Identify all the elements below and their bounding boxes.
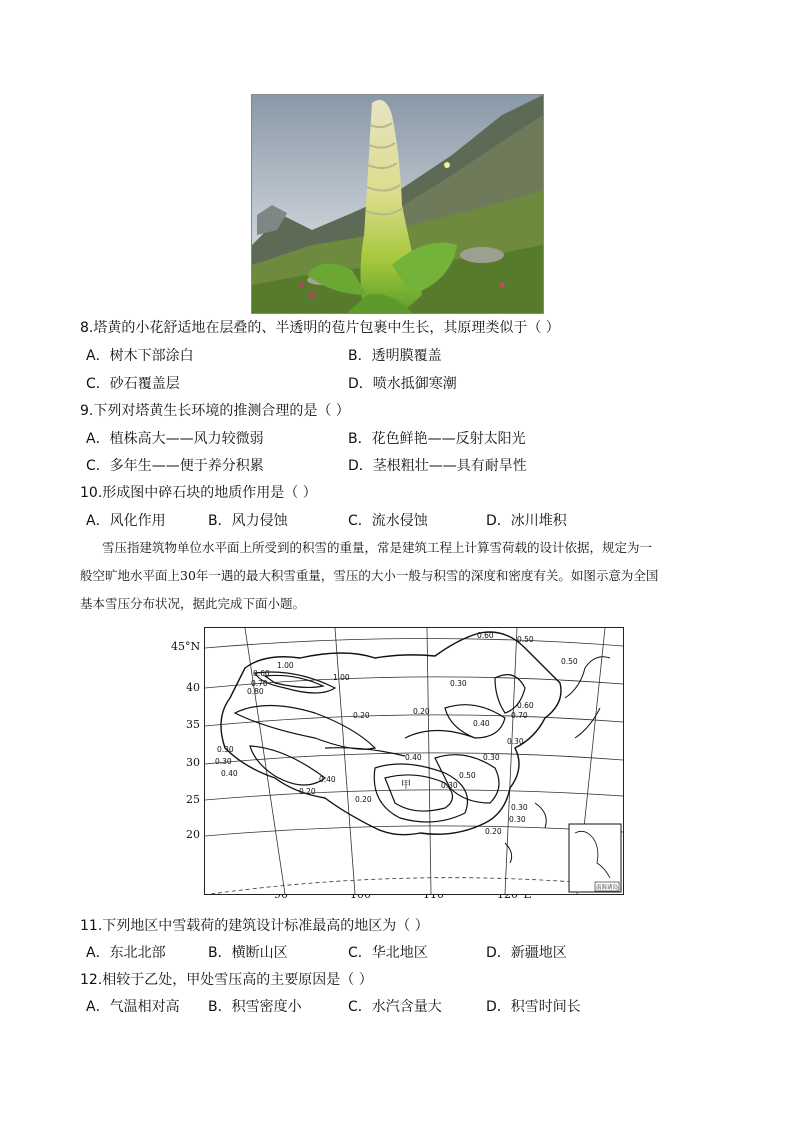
q9-option-d[interactable]: D．茎根粗壮——具有耐旱性 [348,458,527,474]
value-label: 1.00 [333,673,350,682]
snow-pressure-map [204,627,624,895]
value-label: 0.70 [251,679,268,688]
q10-option-a[interactable]: A．风化作用 [86,513,166,529]
value-label: 0.20 [355,795,372,804]
q8-option-a[interactable]: A．树木下部涂白 [86,348,194,364]
question-8: 8.塔黄的小花舒适地在层叠的、半透明的苞片包裹中生长，其原理类似于（ ） [80,320,560,336]
map-drawing [205,628,623,894]
value-label: 0.60 [517,701,534,710]
value-label: 0.60 [253,669,270,678]
question-11: 11.下列地区中雪载荷的建筑设计标准最高的地区为（ ） [80,918,429,934]
q12-option-b[interactable]: B．积雪密度小 [208,999,302,1015]
q8-option-c[interactable]: C．砂石覆盖层 [86,376,180,392]
value-label: 0.20 [485,827,502,836]
value-label: 0.30 [507,737,524,746]
q12-option-c[interactable]: C．水汽含量大 [348,999,442,1015]
q12-option-a[interactable]: A．气温相对高 [86,999,180,1015]
value-label: 0.50 [517,635,534,644]
value-label: 0.70 [511,711,528,720]
q9-option-a[interactable]: A．植株高大——风力较微弱 [86,431,264,447]
q9-option-b[interactable]: B．花色鲜艳——反射太阳光 [348,431,526,447]
value-label: 0.60 [477,631,494,640]
value-label: 0.30 [509,815,526,824]
intro-line-1: 雪压指建筑物单位水平面上所受到的积雪的重量，常是建筑工程上计算雪荷载的设计依据，规定为一 [102,540,653,555]
q10-option-b[interactable]: B．风力侵蚀 [208,513,288,529]
q11-option-a[interactable]: A．东北北部 [86,945,166,961]
country-outline [221,632,561,835]
value-labels [215,631,578,836]
value-label: 0.20 [353,711,370,720]
value-label: 0.30 [217,745,234,754]
value-label: 0.50 [459,771,476,780]
q10-option-c[interactable]: C．流水侵蚀 [348,513,428,529]
q8-option-b[interactable]: B．透明膜覆盖 [348,348,442,364]
value-label: 0.20 [413,707,430,716]
lat-label-45: 45°N [171,640,201,653]
lat-label-40: 40 [186,681,200,694]
q11-option-b[interactable]: B．横断山区 [208,945,288,961]
snow-contours [235,672,525,822]
value-label: 0.80 [247,687,264,696]
question-9: 9.下列对塔黄生长环境的推测合理的是（ ） [80,403,350,419]
value-label: 0.40 [221,769,238,778]
q11-option-d[interactable]: D．新疆地区 [486,945,567,961]
south-china-sea-inset [569,824,621,892]
q8-option-d[interactable]: D．喷水抵御寒潮 [348,376,457,392]
inset-label: 南海诸岛 [596,885,619,891]
value-label: 0.30 [215,757,232,766]
lat-label-30: 30 [186,756,200,769]
value-label: 0.30 [441,781,458,790]
question-10: 10.形成图中碎石块的地质作用是（ ） [80,485,317,501]
value-label: 0.20 [299,787,316,796]
value-label: 0.40 [473,719,490,728]
q10-option-d[interactable]: D．冰川堆积 [486,513,567,529]
plant-photo [251,94,544,314]
value-label: 1.00 [277,661,294,670]
value-label: 0.40 [405,753,422,762]
intro-line-2: 般空旷地水平面上30年一遇的最大积雪重量，雪压的大小一般与积雪的深度和密度有关。如图示意为全国 [80,568,659,583]
q12-option-d[interactable]: D．积雪时间长 [486,999,581,1015]
lat-label-35: 35 [186,718,200,731]
lat-label-20: 20 [186,828,200,841]
value-label: 0.30 [483,753,500,762]
place-label-jia: 甲 [401,780,411,791]
value-label: 0.40 [319,775,336,784]
q11-option-c[interactable]: C．华北地区 [348,945,428,961]
question-12: 12.相较于乙处，甲处雪压高的主要原因是（ ） [80,972,373,988]
intro-line-3: 基本雪压分布状况，据此完成下面小题。 [80,596,306,611]
value-label: 0.50 [561,657,578,666]
value-label: 0.30 [511,803,528,812]
plant-photo-image [252,95,543,313]
q9-option-c[interactable]: C．多年生——便于养分积累 [86,458,264,474]
value-label: 0.30 [450,679,467,688]
lat-label-25: 25 [186,793,200,806]
